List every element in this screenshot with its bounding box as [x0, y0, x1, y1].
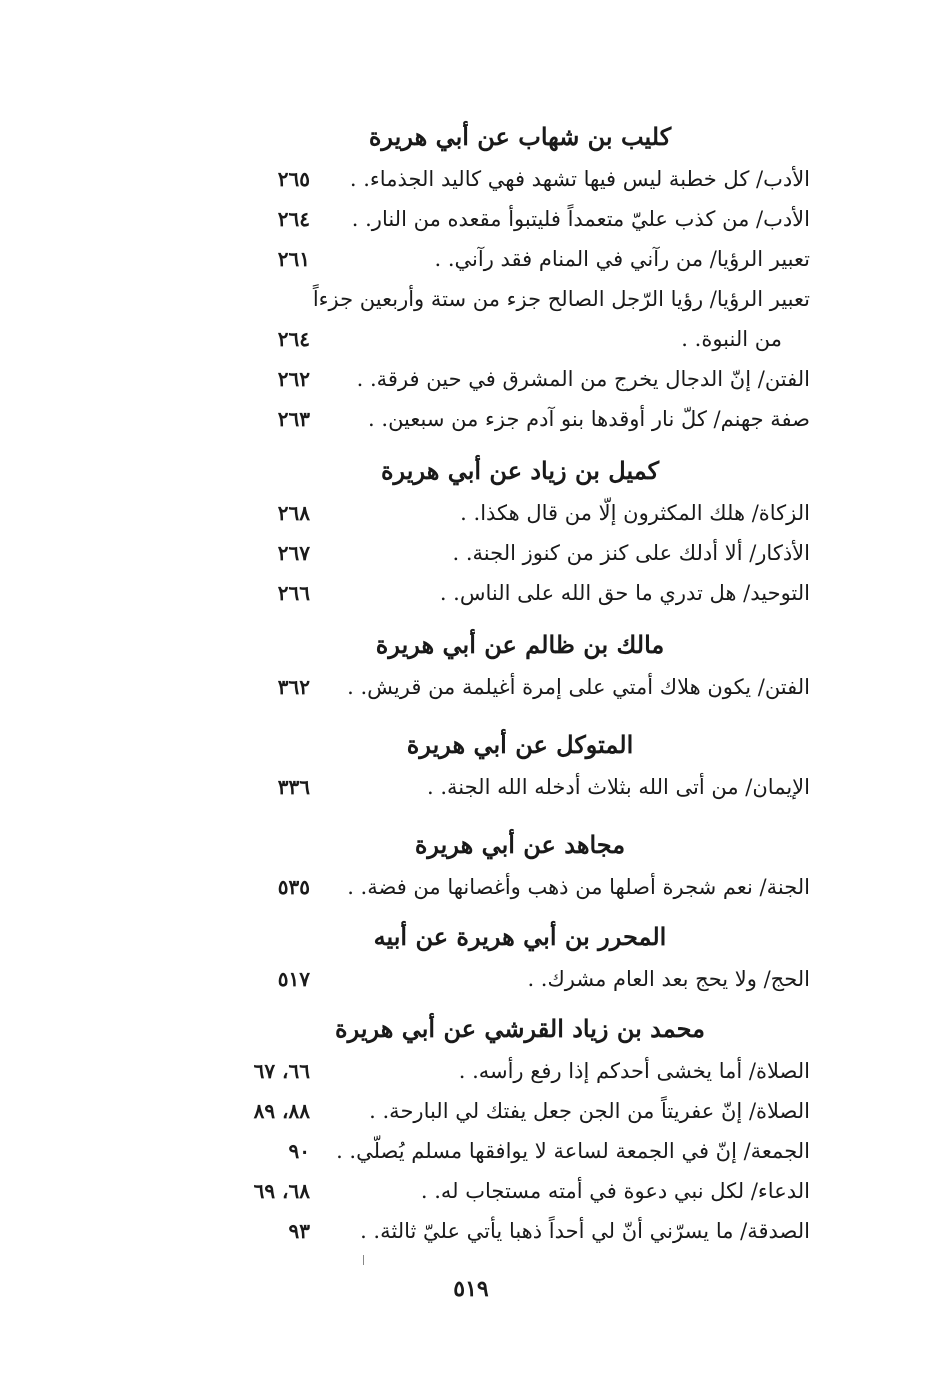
section-heading: المتوكل عن أبي هريرة — [406, 730, 634, 759]
index-entry — [0, 536, 942, 570]
index-entry — [0, 1174, 942, 1208]
entry-page-number: ٣٣٦ — [277, 775, 310, 799]
index-entry — [0, 1094, 942, 1128]
entry-page-number: ٢٦٨ — [277, 501, 310, 525]
section-heading: محمد بن زياد القرشي عن أبي هريرة — [335, 1014, 705, 1043]
entry-text: الصدقة/ ما يسرّني أنّ لي أحداً ذهبا يأتي عليّ ثالثة. . — [360, 1219, 810, 1243]
entry-text: الإيمان/ من أتى الله بثلاث أدخله الله الجنة. . — [427, 775, 810, 799]
entry-text: تعبير الرؤيا/ من رآني في المنام فقد رآني. . — [434, 247, 810, 271]
page-number: ٥١٩ — [453, 1276, 489, 1302]
section-heading: مالك بن ظالم عن أبي هريرة — [375, 630, 665, 659]
index-entry — [0, 962, 942, 996]
entry-page-number: ٢٦٥ — [277, 167, 310, 191]
entry-text: صفة جهنم/ كلّ نار أوقدها بنو آدم جزء من سبعين. . — [368, 407, 810, 431]
entry-page-number: ٦٨، ٦٩ — [253, 1179, 310, 1203]
entry-page-number: ٣٦٢ — [277, 675, 310, 699]
entry-page-number: ٨٨، ٨٩ — [253, 1099, 310, 1123]
entry-page-number: ٢٦١ — [277, 247, 310, 271]
index-entry — [0, 1214, 942, 1248]
index-entry — [0, 242, 942, 276]
entry-text: من النبوة. . — [681, 327, 782, 351]
entry-text: الصلاة/ إنّ عفريتاً من الجن جعل يفتك لي البارحة. . — [369, 1099, 810, 1123]
index-entry — [0, 670, 942, 704]
entry-page-number: ٦٦، ٦٧ — [253, 1059, 310, 1083]
index-entry — [0, 202, 942, 236]
index-entry — [0, 496, 942, 530]
entry-text: الزكاة/ هلك المكثرون إلّا من قال هكذا. . — [460, 501, 810, 525]
index-entry — [0, 362, 942, 396]
index-entry — [0, 282, 942, 316]
entry-page-number: ٩٠ — [288, 1139, 310, 1163]
entry-page-number: ٢٦٤ — [277, 327, 310, 351]
entry-page-number: ٢٦٧ — [277, 541, 310, 565]
section-heading: كميل بن زياد عن أبي هريرة — [380, 456, 660, 485]
index-entry — [0, 402, 942, 436]
entry-text: الجنة/ نعم شجرة أصلها من ذهب وأغصانها من فضة. . — [347, 875, 810, 899]
entry-page-number: ٥٣٥ — [277, 875, 310, 899]
entry-text: الجمعة/ إنّ في الجمعة لساعة لا يوافقها مسلم يُصلّي. . — [336, 1139, 810, 1163]
entry-text: الدعاء/ لكل نبي دعوة في أمته مستجاب له. . — [420, 1179, 810, 1203]
entry-text: الصلاة/ أما يخشى أحدكم إذا رفع رأسه. . — [458, 1059, 810, 1083]
entry-page-number: ٩٣ — [288, 1219, 310, 1243]
entry-page-number: ٢٦٦ — [277, 581, 310, 605]
index-entry-continuation — [0, 322, 942, 356]
scan-mark — [363, 1255, 364, 1265]
entry-text: التوحيد/ هل تدري ما حق الله على الناس. . — [439, 581, 810, 605]
entry-page-number: ٢٦٤ — [277, 207, 310, 231]
index-entry — [0, 1134, 942, 1168]
index-entry — [0, 1054, 942, 1088]
entry-page-number: ٢٦٣ — [277, 407, 310, 431]
entry-text: الفتن/ يكون هلاك أمتي على إمرة أغيلمة من قريش. . — [347, 675, 810, 699]
index-entry — [0, 770, 942, 804]
entry-page-number: ٥١٧ — [277, 967, 310, 991]
entry-page-number: ٢٦٢ — [277, 367, 310, 391]
index-entry — [0, 162, 942, 196]
entry-text: الفتن/ إنّ الدجال يخرج من المشرق في حين فرقة. . — [356, 367, 810, 391]
entry-text: الأدب/ من كذب عليّ متعمداً فليتبوأ مقعده من النار. . — [351, 207, 810, 231]
section-heading: كليب بن شهاب عن أبي هريرة — [368, 122, 672, 151]
section-heading: المحرر بن أبي هريرة عن أبيه — [373, 922, 667, 951]
section-heading: مجاهد عن أبي هريرة — [414, 830, 626, 859]
entry-text: الأذكار/ ألا أدلك على كنز من كنوز الجنة. . — [452, 541, 810, 565]
entry-text: الحج/ ولا يحج بعد العام مشرك. . — [527, 967, 810, 991]
entry-text: الأدب/ كل خطبة ليس فيها تشهد فهي كاليد الجذماء. . — [349, 167, 810, 191]
index-entry — [0, 870, 942, 904]
entry-text: تعبير الرؤيا/ رؤيا الرّجل الصالح جزء من ستة وأربعين جزءاً — [312, 287, 810, 311]
index-entry — [0, 576, 942, 610]
